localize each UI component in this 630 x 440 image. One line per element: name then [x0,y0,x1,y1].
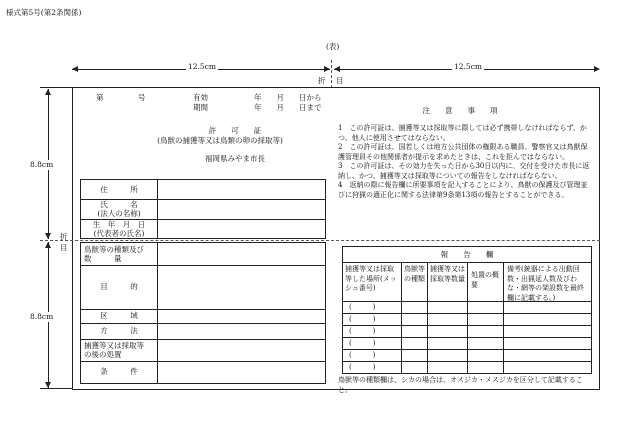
valid-to-label: 期間 [193,103,208,112]
fold-line-horizontal [40,240,600,241]
permit-subtitle: (鳥獣の捕獲等又は鳥類の卵の採取等) [157,136,283,145]
note-item-4: 4 返納の際に報告欄に所要事項を記入することにより、鳥獣の保護及び管理並びに狩猟の適正化に関する法律第9条第13項の報告とすることができる。 [338,181,588,199]
report-row-1-mesh: ( ) [349,303,376,311]
report-header-location: 捕獲等又は採取等した場所(メッシュ番号) [345,265,397,292]
holder-table [80,179,326,239]
permit-number-label: 第 [96,93,104,102]
holder-label-name-sub: (法人の名称) [97,209,141,218]
report-table [342,246,592,374]
report-title: 報 告 欄 [440,250,494,259]
form-number: 様式第5号(第2条関係) [6,8,82,17]
report-row-2-mesh: ( ) [349,315,376,323]
detail-label-method: 方 法 [100,326,138,335]
valid-from-date: 年 月 日から [254,93,322,102]
permit-number-suffix: 号 [138,93,146,102]
corner-tick-bottom [40,388,72,389]
notes-title: 注 意 事 項 [422,106,498,115]
holder-label-name: 氏 名 [100,200,138,209]
permit-title: 許 可 証 [208,126,262,135]
holder-label-birthdate: 生 年 月 日 [92,220,146,229]
fold-label-left-bottom: 目 [60,243,68,252]
corner-tick-top [40,87,72,88]
detail-table [80,242,326,384]
detail-label-disposal-sub: の後の処置 [84,350,122,359]
detail-label-disposal: 捕獲等又は採取等 [84,341,144,350]
height-label-bottom: 8.8cm [30,312,54,321]
report-footnote: 鳥獣等の種類欄は、シカの場合は、オスジカ・メスジカを区分して記載すること。 [338,376,583,394]
holder-label-address: 住 所 [100,185,138,194]
report-header-disposal: 処置の概要 [471,271,499,289]
report-row-4-mesh: ( ) [349,339,376,347]
detail-label-purpose: 目 的 [100,282,138,291]
detail-label-species: 鳥獣等の種類及び [84,245,144,254]
notes-list [338,124,592,200]
note-item-1: 1 この許可証は、捕獲等又は採取等に際しては必ず携帯しなければならず、かつ、他人に使用させてはならない。 [338,124,587,142]
fold-label-top-right: 目 [336,76,344,85]
issuer: 福岡県みやま市長 [205,154,265,163]
valid-from-label: 有効 [193,93,208,102]
fold-label-top: 折 [318,76,326,85]
detail-label-area: 区 域 [100,311,138,320]
report-row-3-mesh: ( ) [349,327,376,335]
holder-label-birthdate-sub: (代表者の氏名) [93,229,145,238]
detail-label-conditions: 条 件 [100,367,138,376]
report-row-5-mesh: ( ) [349,351,376,359]
valid-to-date: 年 月 日まで [254,103,322,112]
report-row-6-mesh: ( ) [349,363,376,371]
height-label-top: 8.8cm [30,160,54,169]
fold-label-left-top: 折 [60,232,68,241]
report-header-remarks: 備考(銃器による出動回数・出猟延人数及びわな・網等の架設数を最終欄に記載する。) [507,265,584,302]
detail-label-species-sub: 数 量 [84,254,122,263]
note-item-2: 2 この許可証は、国若しくは地方公共団体の権限ある職員、警察官又は鳥獣保護管理員その他関係者が提示を求めたときは、これを拒んではならない。 [338,143,588,161]
width-label-right: 12.5cm [454,62,483,71]
side-label: (表) [326,42,340,51]
width-label-left: 12.5cm [188,62,217,71]
report-header-quantity: 捕獲等又は採取等数量 [430,265,465,283]
report-header-species: 鳥獣等の種類 [404,265,425,283]
note-item-3: 3 この許可証は、その効力を失った日から30日以内に、交付を受けた市長に返納し、かつ、捕獲等又は採取等についての報告をしなければならない。 [338,162,590,180]
